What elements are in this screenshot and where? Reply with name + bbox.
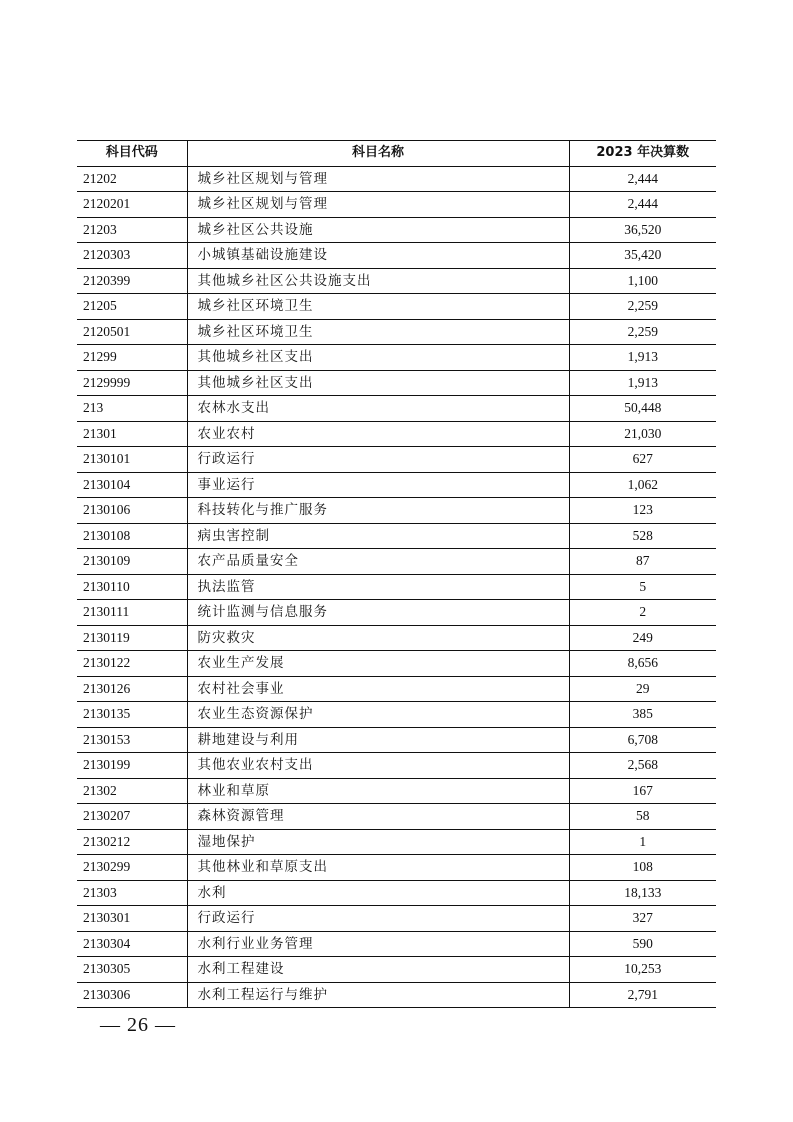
cell-code: 2130122: [77, 651, 187, 677]
table-row: [77, 370, 716, 396]
cell-code: 2130207: [77, 804, 187, 830]
table-row: [77, 880, 716, 906]
cell-amount: 123: [569, 498, 716, 524]
cell-name: 城乡社区公共设施: [187, 217, 569, 243]
cell-code: 2130119: [77, 625, 187, 651]
cell-name: 农产品质量安全: [187, 549, 569, 575]
table-row: [77, 982, 716, 1008]
cell-code: 2130106: [77, 498, 187, 524]
cell-name: 农业生态资源保护: [187, 702, 569, 728]
cell-name: 小城镇基础设施建设: [187, 243, 569, 269]
cell-name: 湿地保护: [187, 829, 569, 855]
cell-amount: 108: [569, 855, 716, 881]
cell-amount: 1,913: [569, 370, 716, 396]
cell-name: 农村社会事业: [187, 676, 569, 702]
table-row: [77, 855, 716, 881]
cell-amount: 1: [569, 829, 716, 855]
table-row: [77, 345, 716, 371]
cell-amount: 2,444: [569, 192, 716, 218]
table-row: [77, 804, 716, 830]
cell-amount: 2,791: [569, 982, 716, 1008]
table-body: [77, 166, 716, 1008]
cell-name: 城乡社区规划与管理: [187, 192, 569, 218]
cell-amount: 36,520: [569, 217, 716, 243]
cell-code: 2130199: [77, 753, 187, 779]
cell-amount: 21,030: [569, 421, 716, 447]
cell-code: 21299: [77, 345, 187, 371]
table-row: [77, 906, 716, 932]
cell-code: 2129999: [77, 370, 187, 396]
cell-code: 2130306: [77, 982, 187, 1008]
cell-code: 213: [77, 396, 187, 422]
cell-code: 2130299: [77, 855, 187, 881]
cell-amount: 35,420: [569, 243, 716, 269]
cell-amount: 50,448: [569, 396, 716, 422]
cell-amount: 167: [569, 778, 716, 804]
cell-amount: 2,444: [569, 166, 716, 192]
cell-name: 农业生产发展: [187, 651, 569, 677]
table-row: [77, 625, 716, 651]
table-row: [77, 166, 716, 192]
cell-code: 2130135: [77, 702, 187, 728]
table-row: [77, 651, 716, 677]
table-row: [77, 702, 716, 728]
cell-name: 林业和草原: [187, 778, 569, 804]
cell-code: 21203: [77, 217, 187, 243]
cell-code: 2130301: [77, 906, 187, 932]
cell-code: 2130101: [77, 447, 187, 473]
cell-name: 水利工程运行与维护: [187, 982, 569, 1008]
cell-code: 21202: [77, 166, 187, 192]
header-amount: 2023 年决算数: [569, 141, 716, 167]
cell-code: 2130109: [77, 549, 187, 575]
cell-amount: 5: [569, 574, 716, 600]
cell-code: 2130110: [77, 574, 187, 600]
cell-name: 农业农村: [187, 421, 569, 447]
cell-code: 21303: [77, 880, 187, 906]
cell-name: 城乡社区环境卫生: [187, 294, 569, 320]
table-row: [77, 421, 716, 447]
cell-code: 2130304: [77, 931, 187, 957]
cell-amount: 2: [569, 600, 716, 626]
cell-amount: 1,913: [569, 345, 716, 371]
table-row: [77, 778, 716, 804]
table-row: [77, 472, 716, 498]
cell-amount: 2,259: [569, 319, 716, 345]
cell-name: 其他林业和草原支出: [187, 855, 569, 881]
cell-amount: 590: [569, 931, 716, 957]
cell-amount: 87: [569, 549, 716, 575]
cell-code: 2130108: [77, 523, 187, 549]
cell-code: 2130153: [77, 727, 187, 753]
cell-name: 其他城乡社区公共设施支出: [187, 268, 569, 294]
cell-name: 科技转化与推广服务: [187, 498, 569, 524]
cell-code: 2130212: [77, 829, 187, 855]
cell-name: 农林水支出: [187, 396, 569, 422]
cell-amount: 385: [569, 702, 716, 728]
cell-name: 执法监管: [187, 574, 569, 600]
cell-name: 城乡社区环境卫生: [187, 319, 569, 345]
table-row: [77, 447, 716, 473]
table-row: [77, 549, 716, 575]
header-row: [77, 141, 716, 167]
cell-amount: 10,253: [569, 957, 716, 983]
cell-name: 行政运行: [187, 447, 569, 473]
cell-amount: 2,568: [569, 753, 716, 779]
header-name: 科目名称: [187, 141, 569, 167]
table-row: [77, 600, 716, 626]
cell-name: 其他农业农村支出: [187, 753, 569, 779]
table-row: [77, 192, 716, 218]
table-row: [77, 931, 716, 957]
table-row: [77, 957, 716, 983]
cell-code: 2120399: [77, 268, 187, 294]
cell-code: 21302: [77, 778, 187, 804]
cell-code: 21301: [77, 421, 187, 447]
table-row: [77, 319, 716, 345]
cell-code: 2130305: [77, 957, 187, 983]
cell-name: 水利工程建设: [187, 957, 569, 983]
cell-amount: 18,133: [569, 880, 716, 906]
table-row: [77, 268, 716, 294]
cell-name: 病虫害控制: [187, 523, 569, 549]
cell-name: 耕地建设与利用: [187, 727, 569, 753]
page-number: — 26 —: [100, 1014, 176, 1036]
cell-name: 统计监测与信息服务: [187, 600, 569, 626]
cell-name: 防灾救灾: [187, 625, 569, 651]
table-row: [77, 753, 716, 779]
table-row: [77, 574, 716, 600]
cell-amount: 1,062: [569, 472, 716, 498]
budget-table-container: [77, 140, 716, 1008]
cell-code: 2130126: [77, 676, 187, 702]
cell-code: 2130111: [77, 600, 187, 626]
cell-amount: 2,259: [569, 294, 716, 320]
cell-name: 森林资源管理: [187, 804, 569, 830]
table-row: [77, 829, 716, 855]
cell-amount: 627: [569, 447, 716, 473]
cell-code: 21205: [77, 294, 187, 320]
table-row: [77, 294, 716, 320]
cell-name: 事业运行: [187, 472, 569, 498]
table-row: [77, 396, 716, 422]
cell-amount: 8,656: [569, 651, 716, 677]
cell-amount: 528: [569, 523, 716, 549]
cell-code: 2130104: [77, 472, 187, 498]
budget-table: [77, 140, 716, 1008]
cell-name: 水利行业业务管理: [187, 931, 569, 957]
table-row: [77, 243, 716, 269]
cell-amount: 58: [569, 804, 716, 830]
cell-name: 城乡社区规划与管理: [187, 166, 569, 192]
table-row: [77, 727, 716, 753]
table-row: [77, 523, 716, 549]
table-row: [77, 676, 716, 702]
table-row: [77, 498, 716, 524]
cell-name: 其他城乡社区支出: [187, 345, 569, 371]
cell-code: 2120201: [77, 192, 187, 218]
header-code: 科目代码: [77, 141, 187, 167]
cell-amount: 1,100: [569, 268, 716, 294]
cell-name: 水利: [187, 880, 569, 906]
cell-code: 2120303: [77, 243, 187, 269]
cell-code: 2120501: [77, 319, 187, 345]
cell-amount: 327: [569, 906, 716, 932]
cell-name: 行政运行: [187, 906, 569, 932]
table-row: [77, 217, 716, 243]
cell-amount: 6,708: [569, 727, 716, 753]
cell-amount: 249: [569, 625, 716, 651]
cell-amount: 29: [569, 676, 716, 702]
cell-name: 其他城乡社区支出: [187, 370, 569, 396]
table-header: [77, 141, 716, 167]
